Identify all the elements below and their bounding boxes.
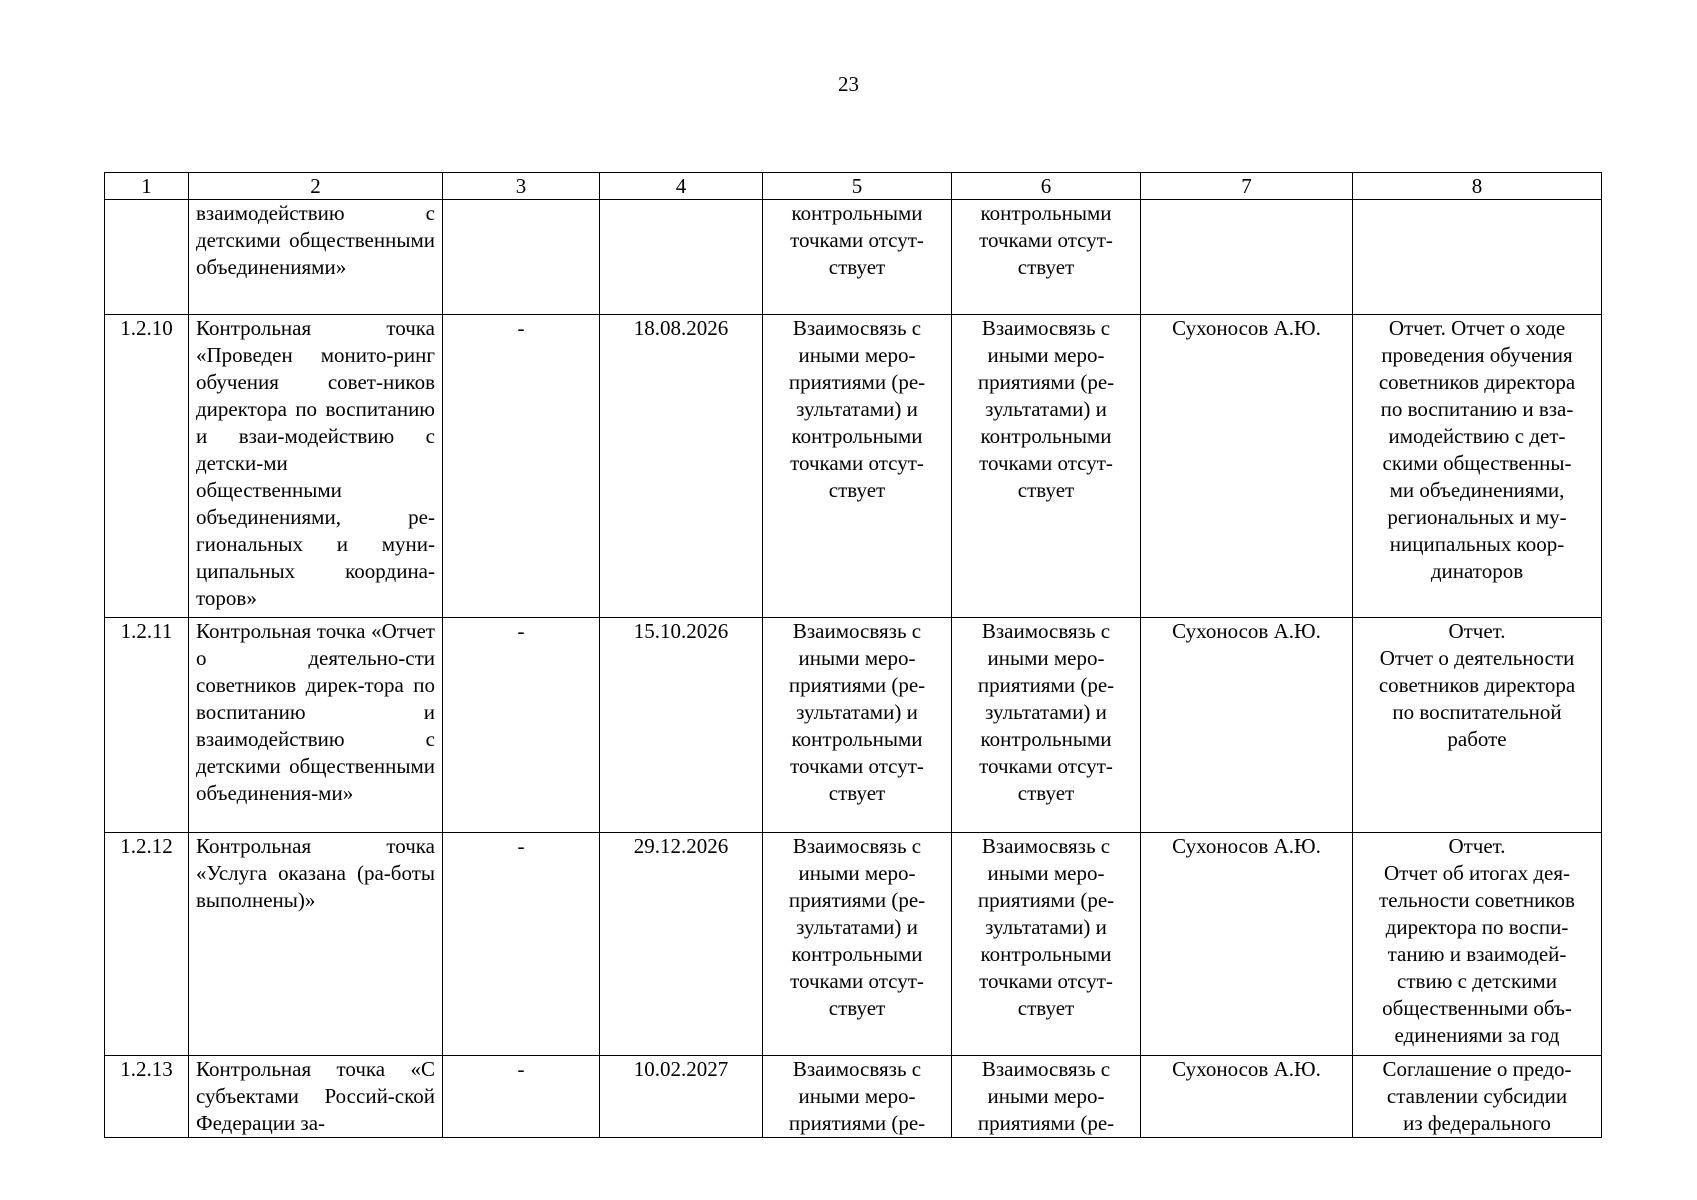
deadline-date: 18.08.2026	[600, 315, 763, 618]
control-point-name: Контрольная точка «Проведен монито-ринг обучения совет-ников директора по воспитанию и взаи-модействию с детски-ми общественными объединениями, ре-гиональных и муни-ципальных координа-торов»	[189, 315, 443, 618]
row-number: 1.2.11	[105, 618, 189, 833]
column-3-value: -	[443, 618, 600, 833]
relation-successors: контрольными точками отсут- ствует	[952, 200, 1141, 315]
relation-successors: Взаимосвязь с иными меро- приятиями (ре- зультатами) и контрольными точками отсут- ствует	[952, 315, 1141, 618]
column-3-value: -	[443, 315, 600, 618]
row-number: 1.2.12	[105, 833, 189, 1056]
column-header-2: 2	[189, 173, 443, 200]
control-point-name: взаимодействию с детскими общественными объединениями»	[189, 200, 443, 315]
control-point-name: Контрольная точка «Услуга оказана (ра-боты выполнены)»	[189, 833, 443, 1056]
relation-predecessors: Взаимосвязь с иными меро- приятиями (ре- зультатами) и контрольными точками отсут- ствует	[763, 833, 952, 1056]
control-points-table	[104, 172, 1602, 1138]
table-row	[105, 833, 1602, 1056]
page-number: 23	[838, 72, 859, 96]
deadline-date: 15.10.2026	[600, 618, 763, 833]
column-3-value: -	[443, 833, 600, 1056]
result-document: Отчет. Отчет об итогах дея- тельности советников директора по воспи- танию и взаимодей- ствию с детскими общественными объ- единениями за год	[1353, 833, 1602, 1056]
responsible-person: Сухоносов А.Ю.	[1141, 833, 1353, 1056]
column-header-7: 7	[1141, 173, 1353, 200]
responsible-person	[1141, 200, 1353, 315]
relation-predecessors: Взаимосвязь с иными меро- приятиями (ре- зультатами) и контрольными точками отсут- ствует	[763, 618, 952, 833]
control-point-name: Контрольная точка «Отчет о деятельно-сти советников дирек-тора по воспитанию и взаимодействию с детскими общественными объединения-ми»	[189, 618, 443, 833]
deadline-date	[600, 200, 763, 315]
relation-predecessors: Взаимосвязь с иными меро- приятиями (ре- зультатами) и контрольными точками отсут- ствует	[763, 315, 952, 618]
relation-successors: Взаимосвязь с иными меро- приятиями (ре-	[952, 1056, 1141, 1138]
column-3-value	[443, 200, 600, 315]
column-header-6: 6	[952, 173, 1141, 200]
row-number: 1.2.13	[105, 1056, 189, 1138]
column-header-3: 3	[443, 173, 600, 200]
table-row	[105, 618, 1602, 833]
column-3-value: -	[443, 1056, 600, 1138]
relation-successors: Взаимосвязь с иными меро- приятиями (ре- зультатами) и контрольными точками отсут- ствует	[952, 833, 1141, 1056]
deadline-date: 10.02.2027	[600, 1056, 763, 1138]
result-document: Соглашение о предо- ставлении субсидии из федерального	[1353, 1056, 1602, 1138]
relation-successors: Взаимосвязь с иными меро- приятиями (ре- зультатами) и контрольными точками отсут- ствует	[952, 618, 1141, 833]
responsible-person: Сухоносов А.Ю.	[1141, 618, 1353, 833]
row-number: 1.2.10	[105, 315, 189, 618]
deadline-date: 29.12.2026	[600, 833, 763, 1056]
table-row	[105, 200, 1602, 315]
relation-predecessors: контрольными точками отсут- ствует	[763, 200, 952, 315]
responsible-person: Сухоносов А.Ю.	[1141, 1056, 1353, 1138]
result-document: Отчет. Отчет о деятельности советников директора по воспитательной работе	[1353, 618, 1602, 833]
table-row	[105, 1056, 1602, 1138]
result-document	[1353, 200, 1602, 315]
result-document: Отчет. Отчет о ходе проведения обучения советников директора по воспитанию и вза- имодействию с дет- скими общественны- ми объединениями, региональных и му- ниципальных коор- динаторов	[1353, 315, 1602, 618]
column-header-5: 5	[763, 173, 952, 200]
control-point-name: Контрольная точка «С субъектами Россий-ской Федерации за-	[189, 1056, 443, 1138]
row-number	[105, 200, 189, 315]
table-row	[105, 315, 1602, 618]
column-header-8: 8	[1353, 173, 1602, 200]
column-header-1: 1	[105, 173, 189, 200]
column-number-row	[105, 173, 1602, 200]
column-header-4: 4	[600, 173, 763, 200]
responsible-person: Сухоносов А.Ю.	[1141, 315, 1353, 618]
relation-predecessors: Взаимосвязь с иными меро- приятиями (ре-	[763, 1056, 952, 1138]
